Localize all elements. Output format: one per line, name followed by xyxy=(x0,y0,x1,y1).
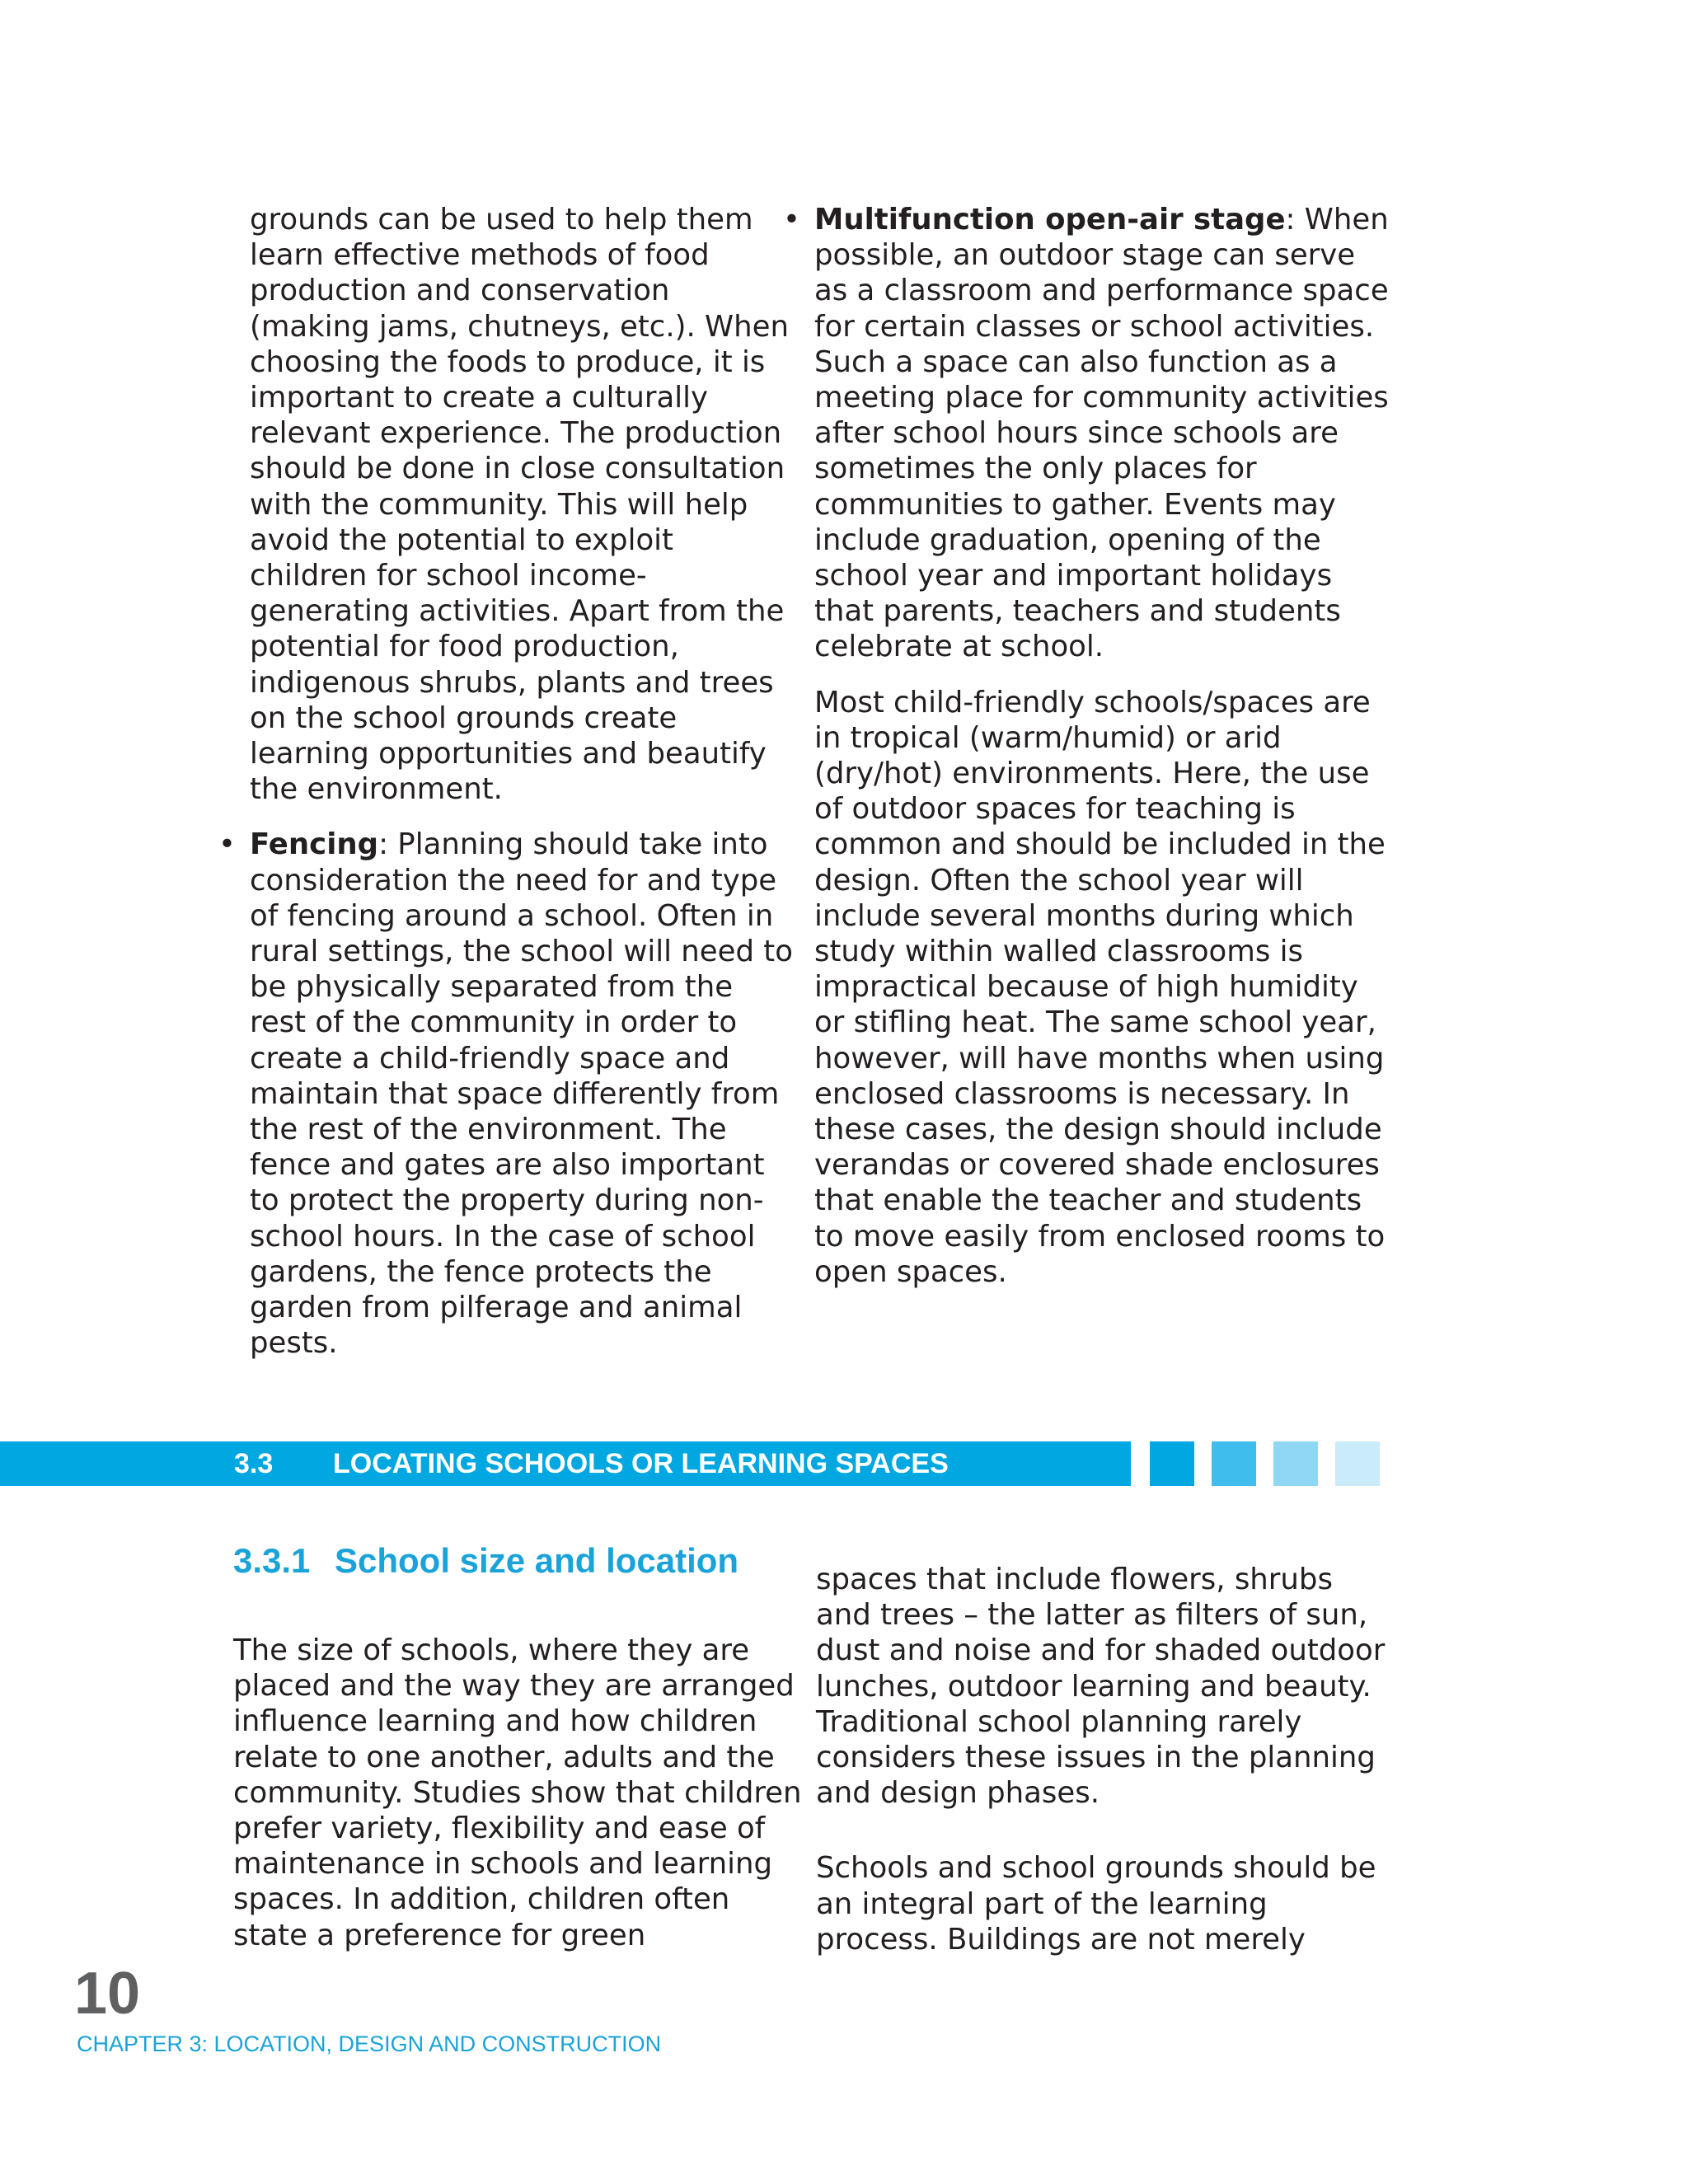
stage-text: : When possible, an outdoor stage can serve as a classroom and performance space for certain classes or school activities. Such a space can also function as a meeting place for community activities after school hours since schools are sometimes the only places for communities to gather. Events may include graduation, opening of the school year and important holidays that parents, teachers and students celebrate at school. xyxy=(814,203,1389,664)
fencing-lead: Fencing xyxy=(250,827,379,862)
outdoor-spaces-paragraph: Most child-friendly schools/spaces are in tropical (warm/humid) or arid (dry/hot) environments. Here, the use of outdoor spaces for teaching is common and should be included in the design. Often the school year will include several months during which study within walled classrooms is impractical because of high humidity or stifling heat. The same school year, however, will have months when using enclosed classrooms is necessary. In these cases, the design should include verandas or covered shade enclosures that enable the teacher and students to move easily from enclosed rooms to open spaces. xyxy=(814,685,1386,1289)
stage-bullet-item xyxy=(783,202,1391,665)
left-column-bottom xyxy=(233,1633,802,1953)
decorative-square xyxy=(1212,1441,1256,1486)
section-number: 3.3 xyxy=(234,1448,274,1479)
integral-part-paragraph: Schools and school grounds should be an integral part of the learning process. Buildings are not merely xyxy=(816,1851,1376,1957)
stage-lead: Multifunction open-air stage xyxy=(814,203,1286,237)
school-grounds-paragraph: grounds can be used to help them learn effective methods of food production and conservation (making jams, chutneys, etc.). When choosing the foods to produce, it is important to create a culturally relevant experience. The production should be done in close consultation with the community. This will help avoid the potential to exploit children for school income-generating activities. Apart from the potential for food production, indigenous shrubs, plants and trees on the school grounds create learning opportunities and beautify the environment. xyxy=(250,203,789,807)
right-column-bottom xyxy=(816,1562,1393,1957)
subsection-number: 3.3.1 xyxy=(233,1541,311,1580)
green-spaces-paragraph: spaces that include flowers, shrubs and trees – the latter as filters of sun, dust and noise and for shaded outdoor lunches, outdoor learning and beauty. Traditional school planning rarely considers these issues in the planning and design phases. xyxy=(816,1563,1386,1811)
bullet-icon: • xyxy=(783,203,800,237)
decorative-square xyxy=(1273,1441,1318,1486)
decorative-square xyxy=(1150,1441,1194,1486)
subsection-title: School size and location xyxy=(335,1541,739,1580)
chapter-footer: CHAPTER 3: LOCATION, DESIGN AND CONSTRUCTION xyxy=(77,2032,662,2056)
page-number: 10 xyxy=(74,1961,141,2027)
fencing-bullet-item xyxy=(218,827,794,1361)
right-column-top xyxy=(783,202,1391,1290)
bullet-icon: • xyxy=(218,827,236,862)
section-title: LOCATING SCHOOLS OR LEARNING SPACES xyxy=(333,1448,949,1479)
school-size-paragraph: The size of schools, where they are placed and the way they are arranged influence learning and how children relate to one another, adults and the community. Studies show that children prefer variety, flexibility and ease of maintenance in schools and learning spaces. In addition, children often state a preference for green xyxy=(233,1633,802,1952)
decorative-square xyxy=(1335,1441,1380,1486)
left-column-top xyxy=(218,202,794,1361)
fencing-text: : Planning should take into consideration the need for and type of fencing around a school. Often in rural settings, the school will need to be physically separated from the rest of the community in order to create a child-friendly space and maintain that space differently from the rest of the environment. The fence and gates are also important to protect the property during non-school hours. In the case of school gardens, the fence protects the garden from pilferage and animal pests. xyxy=(250,827,793,1361)
